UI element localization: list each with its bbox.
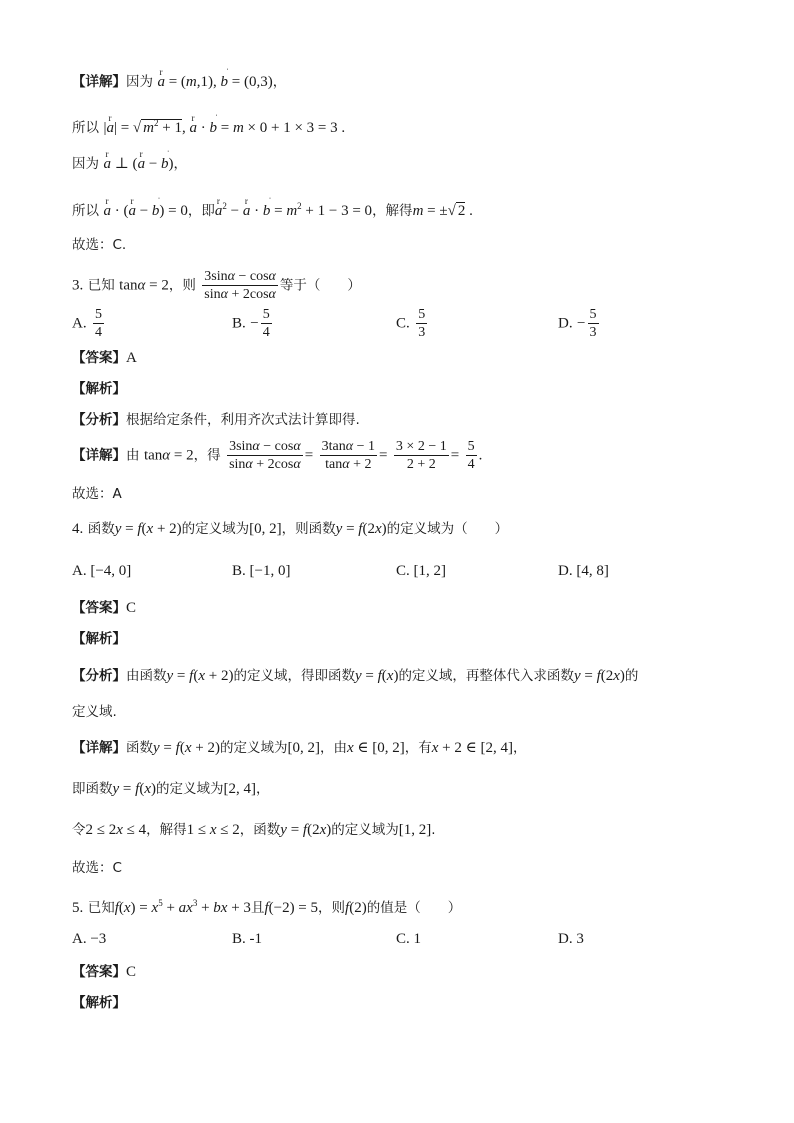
q4-detail-line3: 令2 ≤ 2x ≤ 4，解得1 ≤ x ≤ 2，函数y = f(2x)的定义域为[1, 2]. (72, 822, 436, 838)
q5-option-a: A. −3 (72, 931, 107, 947)
q4-detail-line1: 【详解】函数y = f(x + 2)的定义域为[0, 2]，由x ∈ [0, 2]，有x + 2 ∈ [2, 4]， (72, 740, 527, 756)
q4-detail-line2: 即函数y = f(x)的定义域为[2, 4]， (72, 781, 270, 797)
document-page (72, 0, 732, 1123)
q4-option-c: C. [1, 2] (396, 563, 447, 579)
math-expr: r a ⊥ (r a − ˈ b) (103, 156, 173, 172)
q2-detail-line1: 【详解】因为 r a = (m,1), ˈ b = (0,3)， (72, 72, 286, 92)
q4-options (72, 561, 732, 583)
q3-option-d: D. − $\frac{5}{3}$ (558, 307, 597, 340)
q3-conclusion: 故选：A (72, 486, 122, 502)
q4-option-d: D. [4, 8] (558, 563, 609, 579)
math-expr: r a = (m,1), ˈ b = (0,3) (157, 74, 272, 90)
q4-conclusion: 故选：C (72, 860, 122, 876)
q5-option-c: C. 1 (396, 931, 422, 947)
q5-analysis-label: 【解析】 (72, 995, 126, 1011)
q5-stem: 5. 已知$f(x) = x^5 + ax^3$ + bx + 3且f(−2) = 5，则f(2)的值是（ ） (72, 898, 462, 916)
fraction: $\frac{3\sin\alpha - \cos\alpha}{\sin\alpha + 2\cos\alpha}$ (204, 269, 276, 302)
q2-detail-line3: 因为 r a ⊥ (r a − ˈ b)， (72, 154, 187, 174)
q3-option-b: B. − $\frac{5}{4}$ (232, 307, 270, 340)
q5-option-d: D. 3 (558, 931, 584, 947)
q3-stem: 3. 已知 tanα = 2，则 $\frac{3\sin\alpha - \cos\alpha}{\sin\alpha + 2\cos\alpha}$ 等于（ ） (72, 269, 361, 302)
q3-options (72, 306, 732, 346)
math-expr: |r a| = √ $m^2 + 1$, r a · ˈ b = m × 0 + 1 × 3 = 3 . (103, 120, 345, 136)
q3-detail: 【详解】由 tanα = 2，得 $\frac{3\sin\alpha - \cos\alpha}{\sin\alpha + 2\cos\alpha}$ = $\frac{3\tan\alpha - 1}{\tan\alpha + 2}$ = $\frac{3 \times 2 - 1}{2 + 2}$ = $\frac{5}{4}$ . (72, 439, 483, 472)
q4-fenxi-line2: 定义域. (72, 704, 117, 720)
q2-conclusion: 故选：C. (72, 237, 127, 253)
q4-option-a: A. [−4, 0] (72, 563, 132, 579)
q4-option-b: B. [−1, 0] (232, 563, 291, 579)
q5-options (72, 929, 732, 951)
q3-answer: 【答案】A (72, 350, 137, 366)
q2-detail-line2: 所以 |r a| = √ $m^2 + 1$, r a · ˈ b = m × 0 + 1 × 3 = 3 . (72, 113, 345, 138)
q3-analysis-label: 【解析】 (72, 381, 126, 397)
q3-fenxi: 【分析】根据给定条件，利用齐次式法计算即得. (72, 412, 360, 428)
q2-detail-line4: 所以 r a · (r a − ˈ b) = 0，即r $a^2 - r$ a · ˈ $b = m^2 + 1 - 3 = 0$，解得m = ±√ 2 . (72, 196, 473, 221)
q4-fenxi-line1: 【分析】由函数y = f(x + 2)的定义域，得即函数y = f(x)的定义域，再整体代入求函数y = f(2x)的 (72, 668, 639, 684)
q3-option-a: A. $\frac{5}{4}$ (72, 307, 103, 340)
q5-answer: 【答案】C (72, 964, 137, 980)
q4-analysis-label: 【解析】 (72, 631, 126, 647)
q4-stem: 4. 函数y = f(x + 2)的定义域为[0, 2]，则函数y = f(2x)的定义域为（ ） (72, 521, 509, 537)
math-expr: r a · (r a − ˈ b) = 0 (103, 203, 187, 219)
q3-option-c: C. $\frac{5}{3}$ (396, 307, 426, 340)
q4-answer: 【答案】C (72, 600, 137, 616)
q5-option-b: B. -1 (232, 931, 263, 947)
